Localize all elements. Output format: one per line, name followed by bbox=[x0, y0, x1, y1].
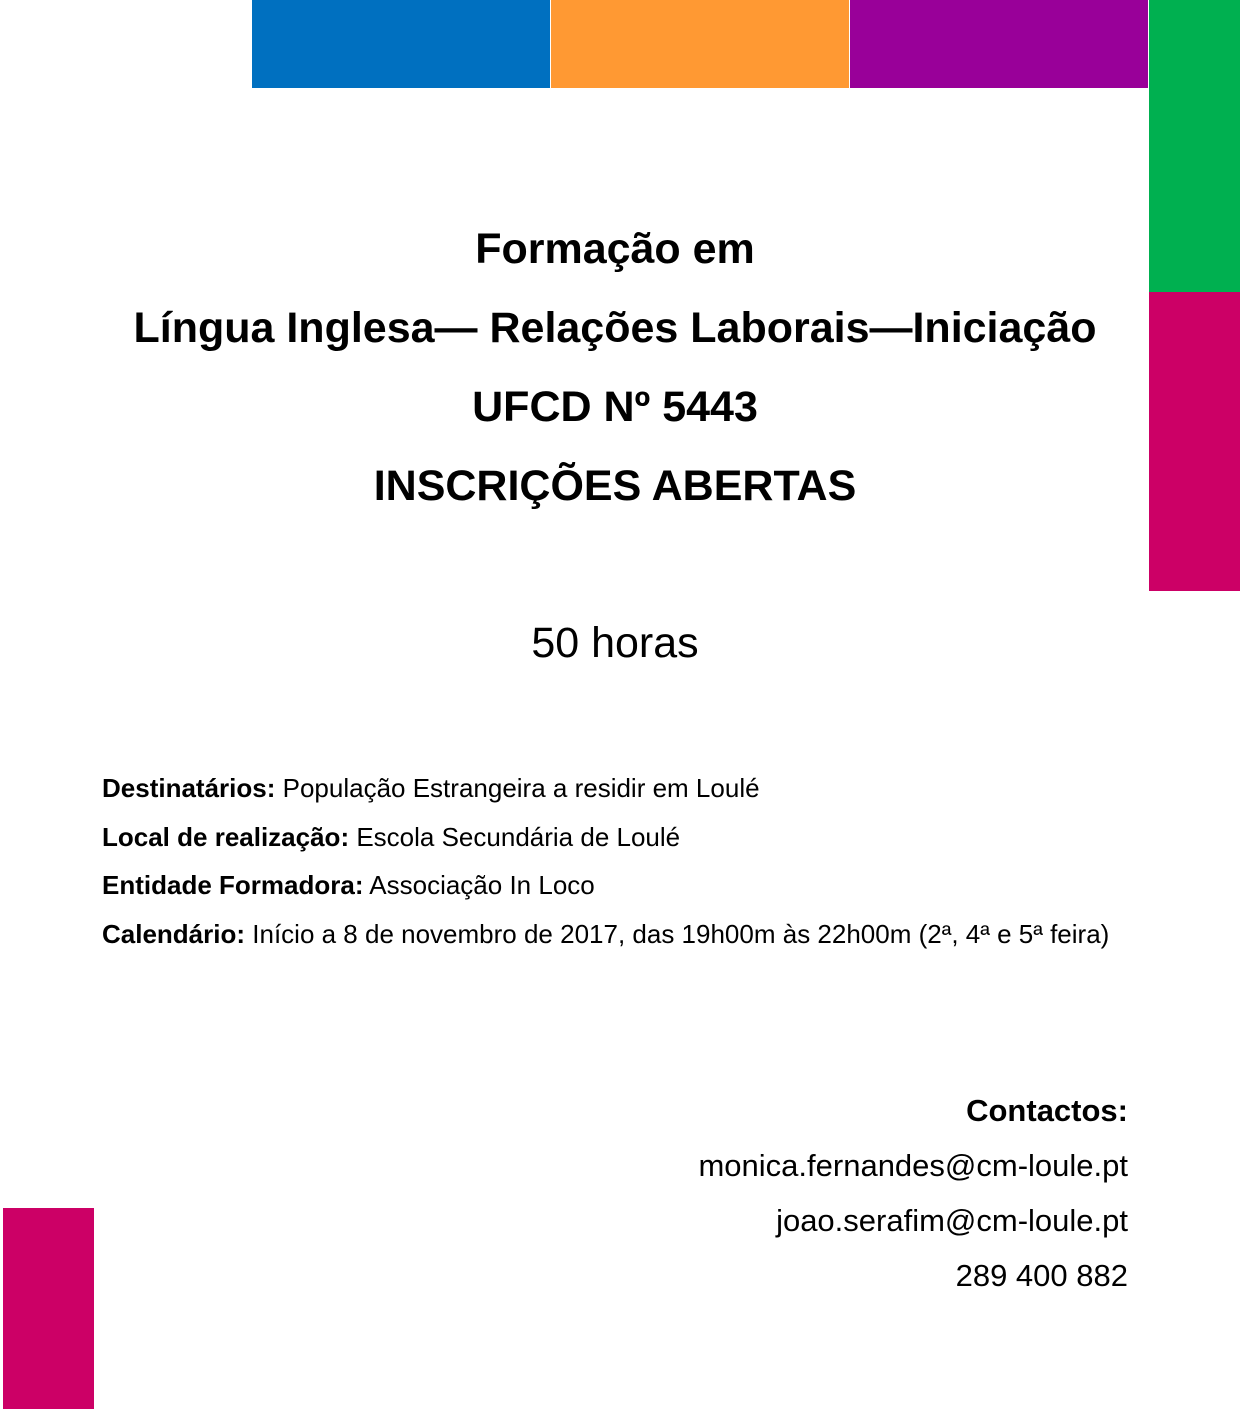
title-line-course: Língua Inglesa— Relações Laborais—Iniciação bbox=[133, 304, 1097, 352]
detail-label-entidade: Entidade Formadora: bbox=[102, 870, 364, 900]
detail-row-calendario bbox=[102, 910, 1112, 959]
title-line-ufcd: UFCD Nº 5443 bbox=[472, 383, 758, 431]
decorative-bar-orange bbox=[551, 0, 849, 88]
detail-row-local bbox=[102, 813, 1112, 862]
detail-value-entidade: Associação In Loco bbox=[363, 870, 595, 900]
detail-row-entidade bbox=[102, 861, 1112, 910]
detail-label-destinatarios: Destinatários: bbox=[102, 773, 276, 803]
contact-email-monica[interactable]: monica.fernandes@cm-loule.pt bbox=[698, 1148, 1128, 1183]
decorative-bar-magenta-right bbox=[1149, 292, 1240, 591]
detail-value-local: Escola Secundária de Loulé bbox=[349, 821, 681, 852]
detail-value-calendario: Início a 8 de novembro de 2017, das 19h00m às 22h00m (2ª, 4ª e 5ª feira) bbox=[245, 918, 1110, 949]
decorative-bar-green bbox=[1149, 0, 1240, 292]
title-line-formacao: Formação em bbox=[475, 225, 755, 273]
detail-label-local: Local de realização: bbox=[102, 821, 350, 852]
contacts-heading: Contactos: bbox=[966, 1093, 1128, 1128]
contact-phone[interactable]: 289 400 882 bbox=[955, 1258, 1128, 1293]
contacts-block bbox=[328, 1083, 1128, 1303]
details-block bbox=[102, 764, 1112, 958]
decorative-bar-magenta-left bbox=[3, 1208, 94, 1409]
detail-row-destinatarios bbox=[102, 764, 1112, 813]
contact-email-joao[interactable]: joao.serafim@cm-loule.pt bbox=[776, 1203, 1128, 1238]
title-block bbox=[90, 218, 1140, 534]
decorative-bar-blue bbox=[252, 0, 550, 88]
title-line-inscricoes: INSCRIÇÕES ABERTAS bbox=[373, 462, 857, 510]
detail-label-calendario: Calendário: bbox=[102, 918, 246, 949]
duration-text: 50 horas bbox=[531, 619, 699, 667]
detail-value-destinatarios: População Estrangeira a residir em Loulé bbox=[275, 773, 760, 803]
decorative-bar-purple bbox=[850, 0, 1148, 88]
